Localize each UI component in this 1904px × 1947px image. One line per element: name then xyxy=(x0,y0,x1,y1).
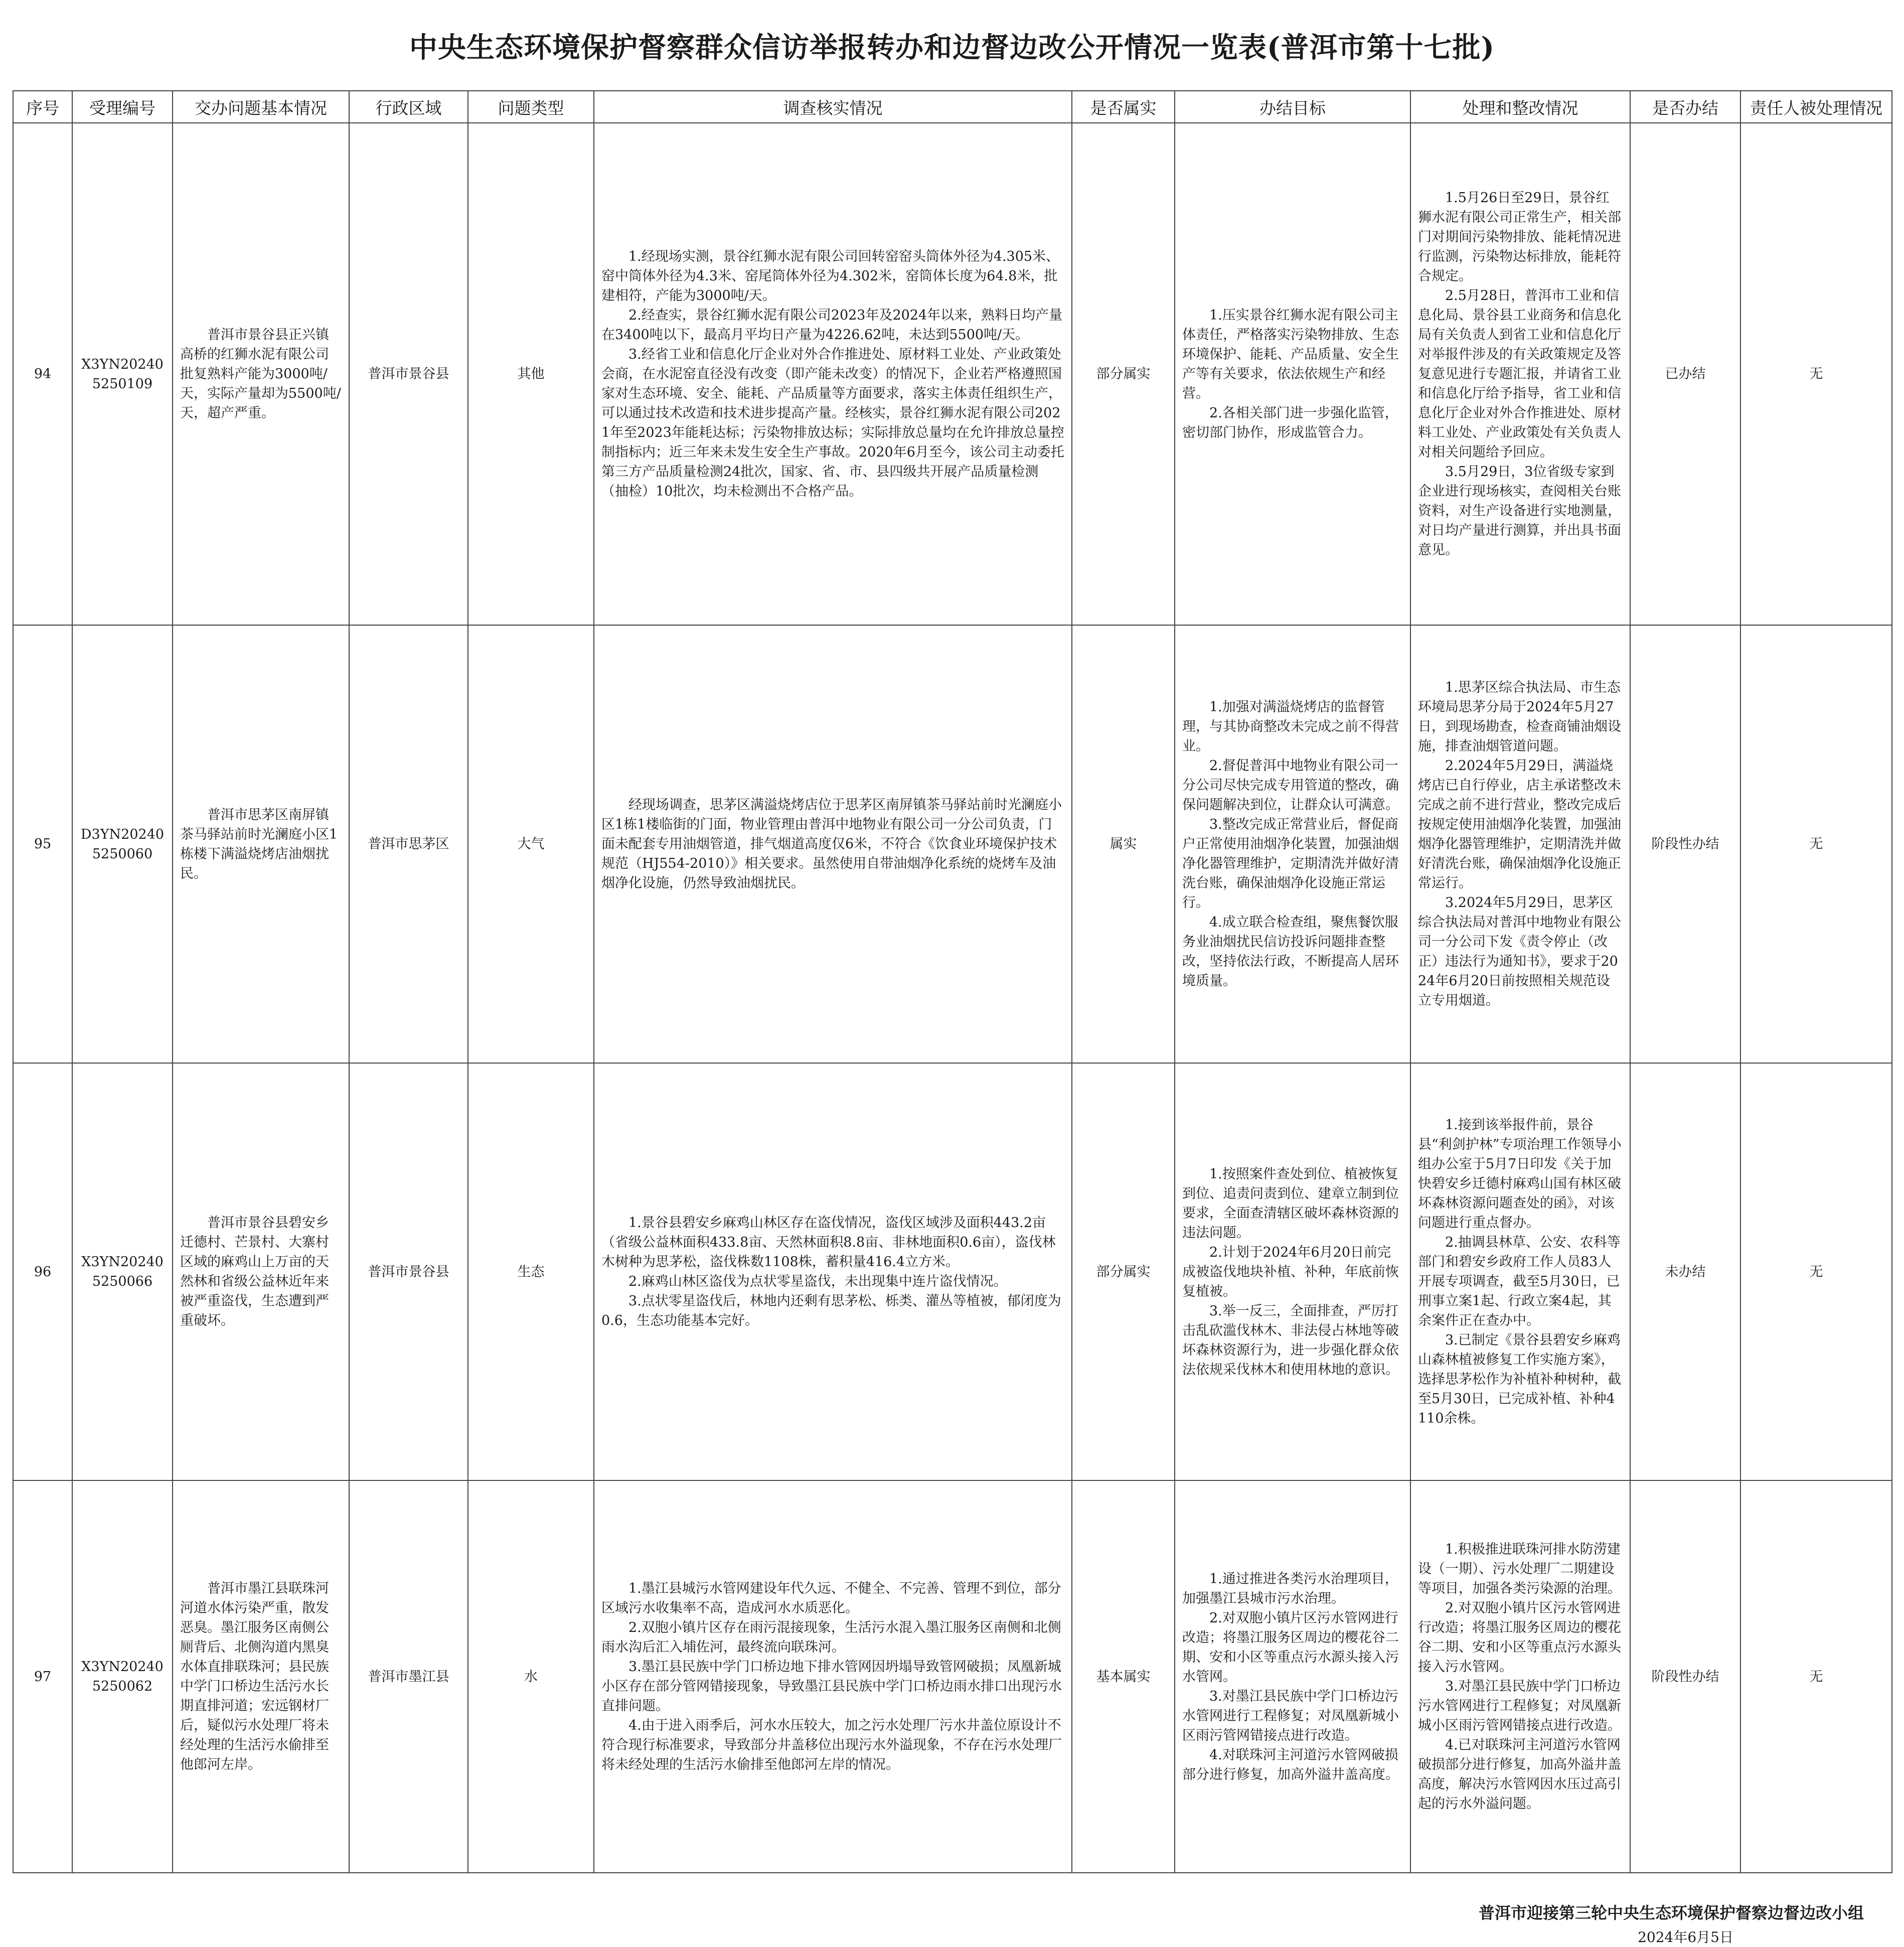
cell-code: D3YN202405250060 xyxy=(72,625,173,1063)
cell-goal xyxy=(1175,1063,1410,1480)
cell-goal xyxy=(1175,123,1410,625)
header-punished: 责任人被处理情况 xyxy=(1740,91,1892,123)
cell-investigation-paragraph: 1.墨江县城污水管网建设年代久远、不健全、不完善、管理不到位，部分区域污水收集率不高，造成河水水质恶化。 xyxy=(601,1581,1061,1616)
cell-goal-paragraph: 2.计划于2024年6月20日前完成被盗伐地块补植、补种，年底前恢复植被。 xyxy=(1182,1244,1399,1299)
cell-closed: 未办结 xyxy=(1630,1063,1740,1480)
cell-no: 97 xyxy=(13,1480,72,1873)
cell-investigation-paragraph: 经现场调查，思茅区满溢烧烤店位于思茅区南屏镇茶马驿站前时光澜庭小区1栋1楼临街的门面，物业管理由普洱中地物业有限公司一分公司负责，门面未配套专用油烟管道，排气烟道高度仅6米，不符合《饮食业环境保护技术规范（HJ554-2010）》相关要求。虽然使用自带油烟净化系统的烧烤车及油烟净化设施，仍然导致油烟扰民。 xyxy=(601,797,1062,891)
cell-verified: 部分属实 xyxy=(1072,123,1175,625)
table-row xyxy=(13,625,1892,1063)
cell-handling xyxy=(1410,625,1630,1063)
cell-type: 大气 xyxy=(468,625,594,1063)
header-code: 受理编号 xyxy=(72,91,173,123)
cell-investigation-paragraph: 1.景谷县碧安乡麻鸡山林区存在盗伐情况，盗伐区域涉及面积443.2亩（省级公益林面积433.8亩、天然林面积8.8亩、非林地面积0.6亩），盗伐林木树种为思茅松，盗伐株数1108株，蓄积量416.4立方米。 xyxy=(601,1215,1056,1270)
header-verified: 是否属实 xyxy=(1072,91,1175,123)
cell-region: 普洱市思茅区 xyxy=(349,625,468,1063)
cell-type: 生态 xyxy=(468,1063,594,1480)
header-issue: 交办问题基本情况 xyxy=(173,91,349,123)
cell-punished: 无 xyxy=(1740,625,1892,1063)
cell-handling-paragraph: 3.对墨江县民族中学门口桥边污水管网进行工程修复；对凤凰新城小区雨污管网错接点进行改造。 xyxy=(1418,1679,1621,1733)
cell-code: X3YN202405250062 xyxy=(72,1480,173,1873)
cell-handling xyxy=(1410,1063,1630,1480)
table-row xyxy=(13,1063,1892,1480)
cell-handling-paragraph: 1.思茅区综合执法局、市生态环境局思茅分局于2024年5月27日，到现场勘查，检查商铺油烟设施，排查油烟管道问题。 xyxy=(1418,680,1621,754)
cell-goal-paragraph: 4.对联珠河主河道污水管网破损部分进行修复，加高外溢井盖高度。 xyxy=(1182,1747,1399,1782)
cell-region: 普洱市墨江县 xyxy=(349,1480,468,1873)
cell-goal-paragraph: 1.加强对满溢烧烤店的监督管理，与其协商整改未完成之前不得营业。 xyxy=(1182,699,1399,754)
cell-goal-paragraph: 4.成立联合检查组，聚焦餐饮服务业油烟扰民信访投诉问题排查整改，坚持依法行政，不断提高人居环境质量。 xyxy=(1182,915,1399,989)
cell-handling-paragraph: 3.2024年5月29日，思茅区综合执法局对普洱中地物业有限公司一分公司下发《责令停止（改正）违法行为通知书》，要求于2024年6月20日前按照相关规范设立专用烟道。 xyxy=(1418,895,1621,1008)
cell-no: 96 xyxy=(13,1063,72,1480)
cell-goal-paragraph: 2.各相关部门进一步强化监管，密切部门协作，形成监管合力。 xyxy=(1182,405,1398,440)
cell-issue: 普洱市景谷县碧安乡迁德村、芒景村、大寨村区域的麻鸡山上万亩的天然林和省级公益林近年来被严重盗伐，生态遭到严重破坏。 xyxy=(173,1063,349,1480)
header-handling: 处理和整改情况 xyxy=(1410,91,1630,123)
cell-punished: 无 xyxy=(1740,1480,1892,1873)
cell-code: X3YN202405250109 xyxy=(72,123,173,625)
report-table xyxy=(13,90,1892,1873)
cell-closed: 已办结 xyxy=(1630,123,1740,625)
cell-punished: 无 xyxy=(1740,1063,1892,1480)
header-region: 行政区域 xyxy=(349,91,468,123)
footer-organization: 普洱市迎接第三轮中央生态环境保护督察边督边改小组 xyxy=(1478,1903,1864,1922)
cell-handling-paragraph: 2.5月28日，普洱市工业和信息化局、景谷县工业商务和信息化局有关负责人到省工业和信息化厅对举报件涉及的有关政策规定及答复意见进行专题汇报，并请省工业和信息化厅给予指导，省工业和信息化厅企业对外合作推进处、原材料工业处、产业政策处有关负责人对相关问题给予回应。 xyxy=(1418,288,1621,460)
cell-type: 水 xyxy=(468,1480,594,1873)
header-goal: 办结目标 xyxy=(1175,91,1410,123)
cell-no: 94 xyxy=(13,123,72,625)
cell-handling-paragraph: 1.积极推进联珠河排水防涝建设（一期）、污水处理厂二期建设等项目，加强各类污染源的治理。 xyxy=(1418,1542,1621,1596)
cell-handling-paragraph: 2.2024年5月29日，满溢烧烤店已自行停业，店主承诺整改未完成之前不进行营业，整改完成后按规定使用油烟净化装置，加强油烟净化器管理维护，定期清洗并做好清洗台账，确保油烟净化设施正常运行。 xyxy=(1418,758,1621,891)
cell-handling xyxy=(1410,123,1630,625)
cell-handling xyxy=(1410,1480,1630,1873)
cell-goal-paragraph: 1.按照案件查处到位、植被恢复到位、追责问责到位、建章立制到位要求，全面查清辖区破坏森林资源的违法问题。 xyxy=(1182,1166,1399,1241)
cell-investigation-paragraph: 2.双胞小镇片区存在雨污混接现象，生活污水混入墨江服务区南侧和北侧雨水沟后汇入埔佐河，最终流向联珠河。 xyxy=(601,1620,1061,1655)
cell-investigation-paragraph: 3.点状零星盗伐后，林地内还剩有思茅松、栎类、灌丛等植被，郁闭度为0.6，生态功能基本完好。 xyxy=(601,1293,1061,1328)
cell-issue: 普洱市思茅区南屏镇茶马驿站前时光澜庭小区1栋楼下满溢烧烤店油烟扰民。 xyxy=(173,625,349,1063)
cell-handling-paragraph: 3.已制定《景谷县碧安乡麻鸡山森林植被修复工作实施方案》，选择思茅松作为补植补种树种，截至5月30日，已完成补植、补种4110余株。 xyxy=(1418,1332,1621,1426)
cell-investigation-paragraph: 4.由于进入雨季后，河水水压较大，加之污水处理厂污水井盖位原设计不符合现行标准要求，导致部分井盖移位出现污水外溢现象，不存在污水处理厂将未经处理的生活污水偷排至他郎河左岸的情况。 xyxy=(601,1718,1062,1772)
cell-verified: 部分属实 xyxy=(1072,1063,1175,1480)
cell-investigation-paragraph: 2.经查实，景谷红狮水泥有限公司2023年及2024年以来，熟料日均产量在3400吨以下，最高月平均日产量为4226.62吨，未达到5500吨/天。 xyxy=(601,308,1063,343)
cell-investigation xyxy=(594,625,1072,1063)
table-row xyxy=(13,1480,1892,1873)
cell-issue: 普洱市景谷县正兴镇高桥的红狮水泥有限公司批复熟料产能为3000吨/天，实际产量却为5500吨/天，超产严重。 xyxy=(173,123,349,625)
header-no: 序号 xyxy=(13,91,72,123)
cell-handling-paragraph: 4.已对联珠河主河道污水管网破损部分进行修复，加高外溢井盖高度，解决污水管网因水压过高引起的污水外溢问题。 xyxy=(1418,1737,1621,1812)
cell-goal-paragraph: 1.通过推进各类污水治理项目，加强墨江县城市污水治理。 xyxy=(1182,1571,1398,1606)
table-header-row xyxy=(13,91,1892,123)
cell-issue: 普洱市墨江县联珠河河道水体污染严重，散发恶臭。墨江服务区南侧公厕背后、北侧沟道内黑臭水体直排联珠河；县民族中学门口桥边生活污水长期直排河道；宏远钢材厂后，疑似污水处理厂将未经处理的生活污水偷排至他郎河左岸。 xyxy=(173,1480,349,1873)
cell-no: 95 xyxy=(13,625,72,1063)
cell-investigation-paragraph: 2.麻鸡山林区盗伐为点状零星盗伐，未出现集中连片盗伐情况。 xyxy=(628,1274,1007,1289)
cell-goal-paragraph: 2.督促普洱中地物业有限公司一分公司尽快完成专用管道的整改，确保问题解决到位，让群众认可满意。 xyxy=(1182,758,1399,813)
cell-type: 其他 xyxy=(468,123,594,625)
cell-investigation-paragraph: 3.墨江县民族中学门口桥边地下排水管网因坍塌导致管网破损；凤凰新城小区存在部分管网错接现象，导致墨江县民族中学门口桥边雨水排口出现污水直排问题。 xyxy=(601,1659,1062,1714)
table-body xyxy=(13,123,1892,1873)
cell-investigation-paragraph: 3.经省工业和信息化厅企业对外合作推进处、原材料工业处、产业政策处会商，在水泥窑直径没有改变（即产能未改变）的情况下，企业若严格遵照国家对生态环境、安全、能耗、产品质量等方面要求，落实主体责任组织生产，可以通过技术改造和技术进步提高产量。经核实，景谷红狮水泥有限公司2021年至2023年能耗达标；污染物排放达标；实际排放总量均在允许排放总量控制指标内；近三年来未发生安全生产事故。2020年6月至今，该公司主动委托第三方产品质量检测24批次，国家、省、市、县四级共开展产品质量检测（抽检）10批次，均未检测出不合格产品。 xyxy=(601,347,1064,499)
cell-goal xyxy=(1175,1480,1410,1873)
cell-goal-paragraph: 3.整改完成正常营业后，督促商户正常使用油烟净化装置，加强油烟净化器管理维护，定期清洗并做好清洗台账，确保油烟净化设施正常运行。 xyxy=(1182,817,1399,911)
header-type: 问题类型 xyxy=(468,91,594,123)
footer-date: 2024年6月5日 xyxy=(1638,1929,1733,1945)
page-title: 中央生态环境保护督察群众信访举报转办和边督边改公开情况一览表(普洱市第十七批) xyxy=(409,31,1495,64)
header-investigation: 调查核实情况 xyxy=(594,91,1072,123)
cell-goal-paragraph: 2.对双胞小镇片区污水管网进行改造；将墨江服务区周边的樱花谷二期、安和小区等重点污水源头接入污水管网。 xyxy=(1182,1610,1399,1685)
cell-handling-paragraph: 2.抽调县林草、公安、农科等部门和碧安乡政府工作人员83人开展专项调查，截至5月30日，已刑事立案1起、行政立案4起，其余案件正在查办中。 xyxy=(1418,1235,1621,1328)
cell-investigation xyxy=(594,123,1072,625)
cell-investigation-paragraph: 1.经现场实测，景谷红狮水泥有限公司回转窑窑头筒体外径为4.305米、窑中筒体外径为4.3米、窑尾筒体外径为4.302米，窑筒体长度为64.8米，批建相符，产能为3000吨/天。 xyxy=(601,249,1060,304)
cell-punished: 无 xyxy=(1740,123,1892,625)
header-closed: 是否办结 xyxy=(1630,91,1740,123)
cell-handling-paragraph: 2.对双胞小镇片区污水管网进行改造；将墨江服务区周边的樱花谷二期、安和小区等重点污水源头接入污水管网。 xyxy=(1418,1600,1621,1675)
cell-goal-paragraph: 1.压实景谷红狮水泥有限公司主体责任，严格落实污染物排放、生态环境保护、能耗、产品质量、安全生产等有关要求，依法依规生产和经营。 xyxy=(1182,308,1399,401)
cell-closed: 阶段性办结 xyxy=(1630,1480,1740,1873)
cell-handling-paragraph: 1.接到该举报件前，景谷县“利剑护林”专项治理工作领导小组办公室于5月7日印发《关于加快碧安乡迁德村麻鸡山国有林区破坏森林资源问题查处的函》，对该问题进行重点督办。 xyxy=(1418,1117,1622,1231)
cell-investigation xyxy=(594,1480,1072,1873)
cell-verified: 基本属实 xyxy=(1072,1480,1175,1873)
cell-code: X3YN202405250066 xyxy=(72,1063,173,1480)
cell-goal-paragraph: 3.举一反三，全面排查，严厉打击乱砍滥伐林木、非法侵占林地等破坏森林资源行为，进一步强化群众依法依规采伐林木和使用林地的意识。 xyxy=(1182,1303,1399,1378)
cell-region: 普洱市景谷县 xyxy=(349,1063,468,1480)
cell-closed: 阶段性办结 xyxy=(1630,625,1740,1063)
cell-handling-paragraph: 3.5月29日，3位省级专家到企业进行现场核实，查阅相关台账资料，对生产设备进行实地测量，对日均产量进行测算，并出具书面意见。 xyxy=(1418,464,1621,558)
cell-goal-paragraph: 3.对墨江县民族中学门口桥边污水管网进行工程修复；对凤凰新城小区雨污管网错接点进行改造。 xyxy=(1182,1688,1399,1743)
table-row xyxy=(13,123,1892,625)
cell-goal xyxy=(1175,625,1410,1063)
cell-verified: 属实 xyxy=(1072,625,1175,1063)
cell-region: 普洱市景谷县 xyxy=(349,123,468,625)
cell-investigation xyxy=(594,1063,1072,1480)
cell-handling-paragraph: 1.5月26日至29日，景谷红狮水泥有限公司正常生产，相关部门对期间污染物排放、能耗情况进行监测，污染物达标排放，能耗符合规定。 xyxy=(1418,190,1621,284)
